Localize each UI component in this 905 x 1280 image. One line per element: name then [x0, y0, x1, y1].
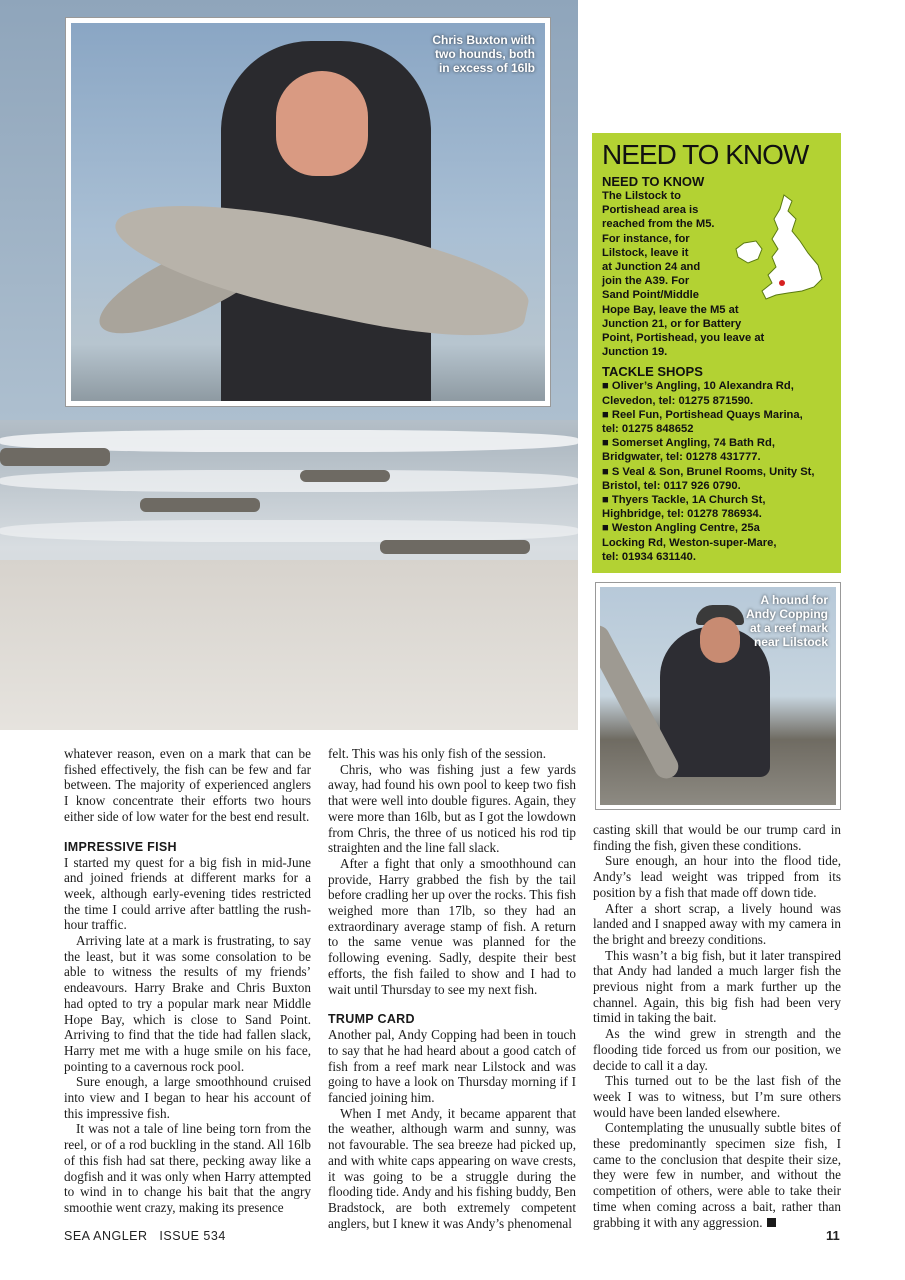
- article-paragraph: Another pal, Andy Copping had been in touch to say that he had heard about a good catch of fish from a reef mark near Lilstock and was going to have a look on Thursday morning if I fancied joining him.: [328, 1027, 576, 1106]
- tackle-shops-heading: TACKLE SHOPS: [602, 364, 703, 380]
- person-face: [700, 617, 740, 663]
- caption-line: near Lilstock: [753, 635, 828, 649]
- shop-line: ■ Reel Fun, Portishead Quays Marina,: [602, 408, 803, 421]
- panel-title: NEED TO KNOW: [602, 139, 809, 170]
- photo-andy-copping: [596, 583, 840, 809]
- shop-line: ■ Weston Angling Centre, 25a: [602, 522, 760, 535]
- page-number: 11: [826, 1228, 840, 1243]
- wave-surf: [0, 470, 578, 492]
- directions-line: For instance, for: [602, 232, 690, 245]
- article-paragraph: When I met Andy, it became apparent that the weather, although warm and sunny, was not favourable. The sea breeze had picked up, and with white caps appearing on wave crests, it was going to be a struggle during the flooding tide. Andy and his fishing buddy, Ben Bradstock, are both extremely competent anglers, but I knew it was Andy’s phenomenal: [328, 1105, 576, 1231]
- rock: [380, 540, 530, 554]
- shop-line: tel: 01275 848652: [602, 423, 694, 436]
- directions-line: Portishead area is: [602, 204, 699, 217]
- directions-line: Sand Point/Middle: [602, 289, 699, 302]
- caption-line: in excess of 16lb: [438, 61, 535, 75]
- article-paragraph-last: [593, 1120, 841, 1230]
- caption-line: Chris Buxton with: [432, 33, 535, 47]
- article-paragraph: As the wind grew in strength and the flooding tide forced us from our position, we decide to call it a day.: [593, 1026, 841, 1073]
- caption-line: A hound for: [760, 593, 828, 607]
- shop-line: Highbridge, tel: 01278 786934.: [602, 508, 762, 521]
- article-paragraph: whatever reason, even on a mark that can be fished effectively, the fish can be few and far between. The majority of experienced anglers I know concentrate their efforts two hours either side of low water for the best end result.: [64, 746, 311, 824]
- shop-line: ■ Thyers Tackle, 1A Church St,: [602, 494, 766, 507]
- end-mark-icon: [767, 1218, 776, 1227]
- rock: [0, 448, 110, 466]
- article-paragraph: After a fight that only a smoothhound can provide, Harry grabbed the fish by the tail before cradling her up over the rocks. This fish weighed more than 17lb, so they had an extraordinary average stamp of fish. A return to the same venue was planned for the following evening. Sadly, despite their best efforts, the fish failed to show and I had to wait until Thursday to see my next fish.: [328, 855, 576, 997]
- article-paragraph: Arriving late at a mark is frustrating, to say the least, but it was some consolation to be able to witness the results of my friends’ endeavours. Harry Brake and Chris Buxton had opted to try a popular mark near Middle Hope Bay, which is close to Sand Point. Arriving to find that the tide had fallen slack, Harry met me with a huge smile on his face, pointing to a cavernous rock pool.: [64, 933, 311, 1074]
- caption-line: at a reef mark: [749, 621, 828, 635]
- article-paragraph: Chris, who was fishing just a few yards away, had found his own pool to keep two fish that were well into double figures. Again, they were more than 16lb, but as I got the lowdown from Chris, the three of us noticed his rod tip straighten and the line fall slack.: [328, 761, 576, 856]
- article-paragraph: After a short scrap, a lively hound was landed and I snapped away with my camera in the bright and breezy conditions.: [593, 900, 841, 947]
- section-heading: TRUMP CARD: [328, 1012, 415, 1027]
- shop-line: Bristol, tel: 0117 926 0790.: [602, 479, 741, 492]
- photo-chris-buxton: [66, 18, 550, 406]
- section-heading: IMPRESSIVE FISH: [64, 839, 177, 854]
- directions-line: Junction 21, or for Battery: [602, 317, 742, 330]
- shop-line: Bridgwater, tel: 01278 431777.: [602, 451, 761, 464]
- shop-line: Locking Rd, Weston-super-Mare,: [602, 536, 777, 549]
- caption-line: Andy Copping: [746, 607, 828, 621]
- article-column-3: [593, 822, 841, 1230]
- footer-publication: SEA ANGLER ISSUE 534: [64, 1229, 226, 1243]
- shop-line: ■ Oliver’s Angling, 10 Alexandra Rd,: [602, 380, 794, 393]
- panel-subhead: NEED TO KNOW: [602, 174, 705, 189]
- article-paragraph: Sure enough, a large smoothhound cruised into view and I began to hear his account of this impressive fish.: [64, 1074, 311, 1121]
- article-paragraph: It was not a tale of line being torn from the reel, or of a rod buckling in the stand. All 16lb of this fish had sat there, pecking away like a dogfish and it was only when Harry attempted to wind in to change his bait that the angry smoothie went crazy, making its presence: [64, 1121, 311, 1215]
- tackle-shops-list: [602, 379, 831, 564]
- need-to-know-panel: [592, 133, 841, 573]
- article-paragraph: I started my quest for a big fish in mid-June and joined friends at different marks for a week, although early-evening tides restricted the time I could arrive after battling the rush-hour traffic.: [64, 854, 311, 933]
- directions-line: at Junction 24 and: [602, 261, 701, 274]
- directions-line: join the A39. For: [602, 275, 690, 288]
- rock: [140, 498, 260, 512]
- hero-sand: [0, 560, 578, 730]
- shop-line: ■ S Veal & Son, Brunel Rooms, Unity St,: [602, 465, 815, 478]
- shop-line: Clevedon, tel: 01275 871590.: [602, 394, 754, 407]
- article-paragraph: felt. This was his only fish of the session.: [328, 746, 547, 761]
- caption-line: two hounds, both: [435, 47, 535, 61]
- directions-line: Hope Bay, leave the M5 at: [602, 303, 739, 316]
- article-column-2: [328, 746, 576, 1231]
- directions-line: The Lilstock to: [602, 190, 681, 202]
- rock: [300, 470, 390, 482]
- directions-line: reached from the M5.: [602, 218, 715, 231]
- article-paragraph: This turned out to be the last fish of the week I was to witness, but I’m sure others would have been landed elsewhere.: [593, 1073, 841, 1120]
- article-column-1: [64, 746, 311, 1216]
- article-paragraph-text: Contemplating the unusually subtle bites of these predominantly specimen size fish, I came to the conclusion that despite their size, they were few in number, and without the competition of others, were able to take their time when coming across a bait, rather than grabbing it with any aggression.: [593, 1120, 841, 1230]
- article-paragraph: This wasn’t a big fish, but it later transpired that Andy had landed a much larger fish the previous night from a mark further up the channel. Again, this big fish had been very timid in taking the bait.: [593, 947, 841, 1026]
- article-paragraph: casting skill that would be our trump card in finding the fish, given these conditions.: [593, 822, 841, 853]
- photo-caption: [746, 593, 828, 649]
- article-paragraph: Sure enough, an hour into the flood tide, Andy’s lead weight was tripped from its position by a fish that made off down tide.: [593, 853, 841, 900]
- shop-line: ■ Somerset Angling, 74 Bath Rd,: [602, 437, 775, 450]
- person-face: [276, 71, 368, 176]
- uk-map-icon: [722, 191, 832, 311]
- shop-line: tel: 01934 631140.: [602, 550, 696, 563]
- wave-surf: [0, 520, 578, 542]
- directions-line: Junction 19.: [602, 346, 668, 359]
- directions-line: Lilstock, leave it: [602, 246, 689, 259]
- directions-line: Point, Portishead, you leave at: [602, 332, 765, 345]
- photo-caption: [432, 33, 535, 75]
